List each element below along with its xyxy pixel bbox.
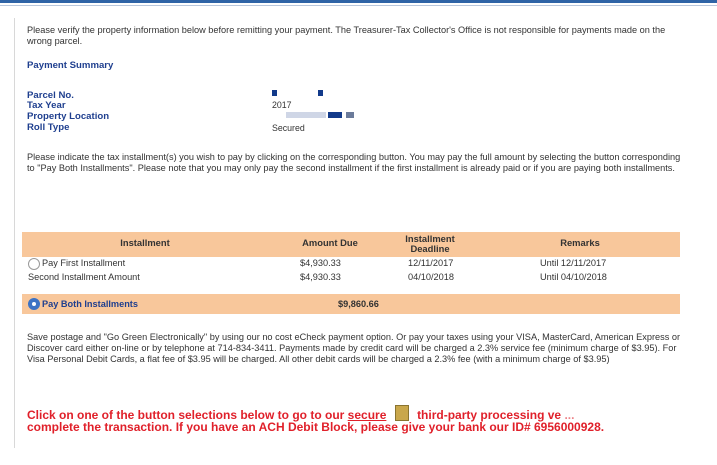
cta-line-1-start: Click on one of the button selections below to go to our xyxy=(27,408,345,422)
label-roll-type: Roll Type xyxy=(27,122,70,133)
pay-first-label[interactable]: Pay First Installment xyxy=(42,258,126,268)
redaction-mark xyxy=(318,90,323,96)
redaction-mark xyxy=(328,112,342,118)
first-deadline: 12/11/2017 xyxy=(408,258,454,268)
pay-both-label[interactable]: Pay Both Installments xyxy=(42,299,138,309)
pay-both-radio[interactable] xyxy=(28,298,40,310)
top-border xyxy=(0,0,717,3)
header-installment-deadline: Installment Deadline xyxy=(405,233,455,254)
first-amount: $4,930.33 xyxy=(300,258,341,268)
pay-both-amount: $9,860.66 xyxy=(338,299,379,309)
redaction-mark xyxy=(346,112,354,118)
notice-text: Please verify the property information below before remitting your payment. The Treasurer-Tax Collector's Office is not responsible for payments made on the wrong parcel. xyxy=(27,25,666,46)
second-deadline: 04/10/2018 xyxy=(408,272,454,282)
secure-link[interactable]: secure xyxy=(347,408,387,422)
second-installment-label: Second Installment Amount xyxy=(28,272,140,282)
header-installment: Installment xyxy=(120,237,170,248)
header-remarks: Remarks xyxy=(560,237,600,248)
second-remarks: Until 04/10/2018 xyxy=(540,272,607,282)
cta-line-1-faded: ... xyxy=(564,408,575,422)
fees-note-text: Save postage and "Go Green Electronically" by using our no cost eCheck payment option. Or pay your taxes using your VISA, MasterCard, American Express or Discover card either on-line or by telephone at 714-834-3411. Payments made by credit card will be charged a 2.3% service fee (minimum charge of $3.95). For Visa Personal Debit Cards, a flat fee of $3.95 will be charged. All other debit cards will be charged a 2.3% fee (with a minimum charge of $3.95) xyxy=(27,332,681,364)
roll-type-value: Secured xyxy=(272,123,305,133)
instructions-text: Please indicate the tax installment(s) you wish to pay by clicking on the corresponding button. You may pay the full amount by selecting the button corresponding to "Pay Both Installments". Please note that you may only pay the second installment if the first installment is already paid or if you are paying both installments. xyxy=(27,152,681,173)
label-property-location: Property Location xyxy=(27,111,110,122)
top-border-thin xyxy=(0,5,717,6)
payment-summary-title: Payment Summary xyxy=(27,60,114,71)
redaction-mark xyxy=(272,90,277,96)
first-remarks: Until 12/11/2017 xyxy=(540,258,607,268)
lock-icon xyxy=(395,405,409,421)
pay-first-radio[interactable] xyxy=(28,258,40,270)
label-tax-year: Tax Year xyxy=(27,100,66,111)
cta-line-2: complete the transaction. If you have an ACH Debit Block, please give your bank our ID# 6956000928. xyxy=(27,420,605,434)
label-parcel-no: Parcel No. xyxy=(27,90,74,101)
header-amount-due: Amount Due xyxy=(302,237,358,248)
redaction-mark xyxy=(286,112,326,118)
second-amount: $4,930.33 xyxy=(300,272,341,282)
cta-line-1-end: third-party processing ve xyxy=(417,408,562,422)
tax-year-value: 2017 xyxy=(272,100,292,110)
